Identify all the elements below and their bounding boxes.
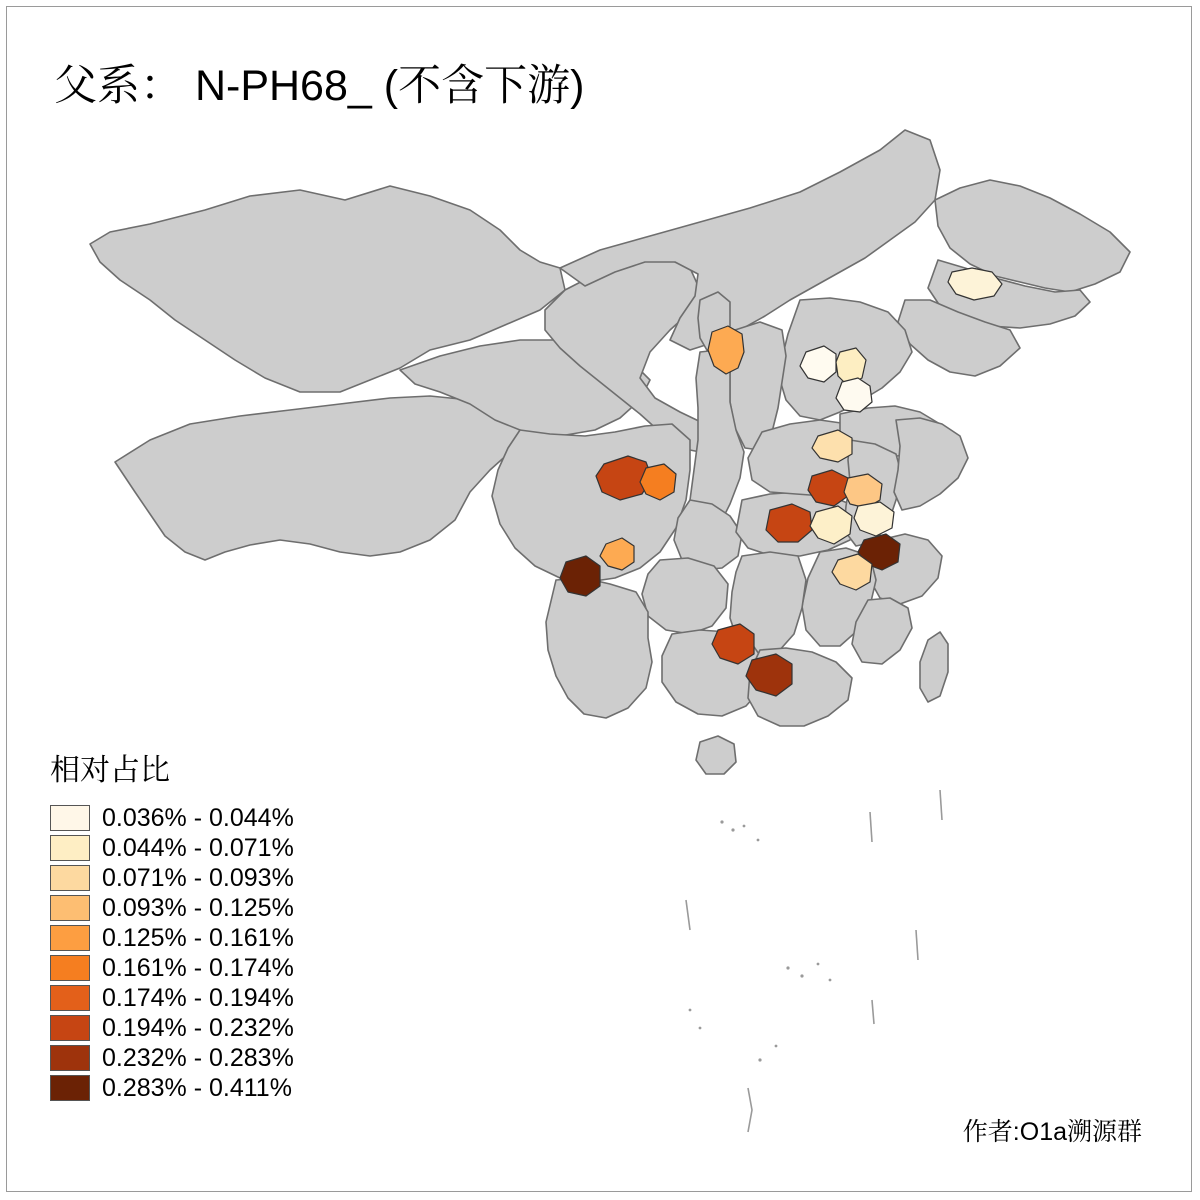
legend-swatch — [50, 1075, 90, 1101]
legend-swatch — [50, 805, 90, 831]
legend-item — [50, 923, 350, 953]
legend-swatch — [50, 985, 90, 1011]
island-dot — [731, 828, 734, 831]
province-taiwan — [920, 632, 948, 702]
province-guizhou — [642, 558, 728, 634]
legend-item — [50, 1073, 350, 1103]
legend-item — [50, 803, 350, 833]
island-line — [916, 930, 918, 960]
legend-label: 0.071% - 0.093% — [102, 863, 294, 892]
island-line — [686, 900, 690, 930]
island-dot — [758, 1058, 761, 1061]
legend-item — [50, 953, 350, 983]
province-tibet — [115, 396, 520, 560]
legend-swatch — [50, 895, 90, 921]
legend-label: 0.194% - 0.232% — [102, 1013, 294, 1042]
province-hainan — [696, 736, 736, 774]
legend-item — [50, 1043, 350, 1073]
legend-title: 相对占比 — [50, 754, 170, 787]
island-dot — [817, 963, 820, 966]
author-credit: 作者:O1a溯源群 — [962, 1118, 1142, 1146]
island-dot — [829, 979, 832, 982]
legend-label: 0.283% - 0.411% — [102, 1073, 292, 1102]
island-dot — [775, 1045, 778, 1048]
island-dot — [699, 1027, 702, 1030]
island-line — [748, 1088, 752, 1132]
south-china-sea-islands — [686, 790, 942, 1132]
legend-swatch — [50, 925, 90, 951]
island-dot — [720, 820, 723, 823]
province-sichuan — [492, 424, 690, 582]
legend-swatch — [50, 1045, 90, 1071]
legend-swatch — [50, 1015, 90, 1041]
map-base-layer — [90, 130, 1130, 774]
island-line — [870, 812, 872, 842]
legend-item — [50, 833, 350, 863]
legend-label: 0.036% - 0.044% — [102, 803, 294, 832]
legend-label: 0.232% - 0.283% — [102, 1043, 294, 1072]
legend-label: 0.044% - 0.071% — [102, 833, 294, 862]
legend-item — [50, 983, 350, 1013]
legend-item — [50, 863, 350, 893]
legend-label: 0.161% - 0.174% — [102, 953, 294, 982]
legend-swatch — [50, 835, 90, 861]
province-jiangsu — [894, 418, 968, 510]
legend-swatch — [50, 955, 90, 981]
henan-region — [766, 504, 812, 542]
island-line — [872, 1000, 874, 1024]
island-dot — [689, 1009, 692, 1012]
legend-swatch — [50, 865, 90, 891]
island-dot — [786, 966, 789, 969]
legend-item — [50, 1013, 350, 1043]
island-dot — [743, 825, 746, 828]
province-yunnan — [546, 578, 652, 718]
island-line — [940, 790, 942, 820]
legend-label: 0.093% - 0.125% — [102, 893, 294, 922]
island-dot — [757, 839, 760, 842]
island-dot — [800, 974, 803, 977]
hebei-south-region — [836, 378, 872, 412]
legend-item — [50, 893, 350, 923]
page-title: 父系： N-PH68_ (不含下游) — [54, 62, 585, 110]
legend-label: 0.174% - 0.194% — [102, 983, 294, 1012]
legend — [50, 745, 350, 1103]
legend-label: 0.125% - 0.161% — [102, 923, 294, 952]
